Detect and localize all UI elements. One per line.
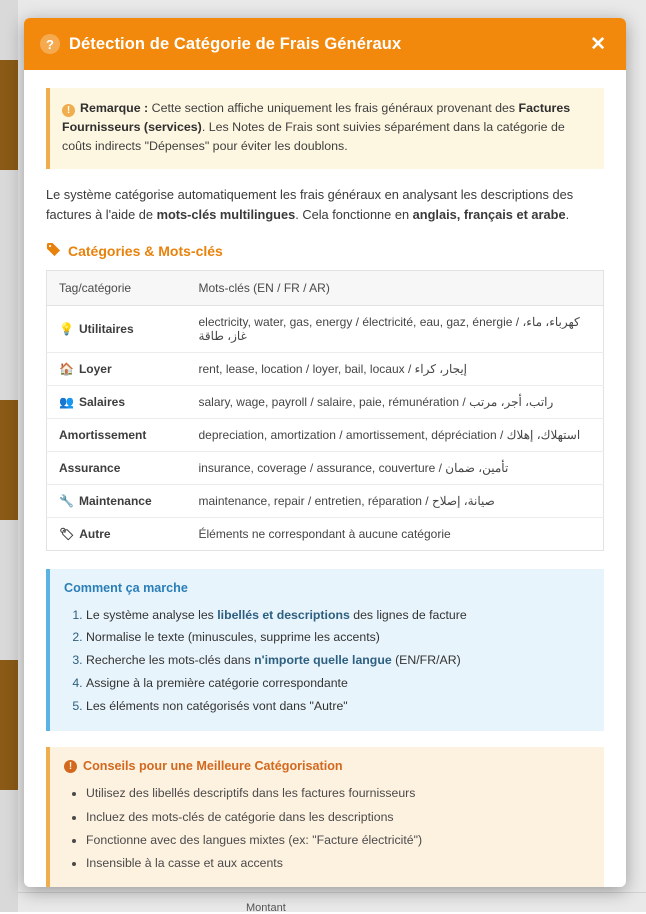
row-category bbox=[47, 484, 187, 517]
step-text-1: Les éléments non catégorisés vont dans "Autre" bbox=[86, 698, 348, 713]
step-text-1: Recherche les mots-clés dans bbox=[86, 653, 255, 668]
row-category bbox=[47, 451, 187, 484]
house-icon: 🏠 bbox=[59, 361, 74, 376]
list-item bbox=[86, 672, 590, 695]
intro-text-2: . Cela fonctionne en bbox=[295, 207, 413, 223]
row-keywords: Éléments ne correspondant à aucune catégorie bbox=[198, 526, 451, 541]
row-keywords: electricity, water, gas, energy / électricité, eau, gaz, énergie / كهرباء، ماء، غاز، طاقة bbox=[187, 305, 604, 352]
remark-text-2: . Les Notes de Frais sont suivies séparément dans la catégorie de coûts indirects "Dépenses" pour éviter les doublons. bbox=[62, 120, 565, 154]
row-keywords: maintenance, repair / entretien, réparation / صيانة، إصلاح bbox=[187, 484, 604, 517]
list-item bbox=[86, 649, 590, 672]
list-item: • Insensible à la casse et aux accents bbox=[86, 852, 590, 875]
list-item: • Incluez des mots-clés de catégorie dans les descriptions bbox=[86, 806, 590, 829]
row-category bbox=[47, 418, 187, 451]
how-it-works-steps bbox=[64, 604, 590, 718]
remark-label: Remarque : bbox=[80, 101, 149, 115]
row-category bbox=[47, 352, 187, 385]
warning-icon: ! bbox=[62, 104, 75, 117]
help-icon: ? bbox=[40, 34, 60, 54]
table-row bbox=[47, 385, 604, 418]
people-icon: 👥 bbox=[59, 394, 74, 409]
remark-bold-1: Factures Fournisseurs (services) bbox=[62, 101, 571, 135]
wrench-icon: 🔧 bbox=[59, 493, 74, 508]
categories-section-heading bbox=[46, 242, 604, 260]
background-column-label: Montant bbox=[246, 902, 286, 914]
step-text-1: Le système analyse les bbox=[86, 607, 218, 622]
tips-callout bbox=[46, 747, 604, 887]
background-band bbox=[0, 60, 18, 170]
step-bold: libellés et descriptions bbox=[217, 607, 350, 622]
row-category-label: Utilitaires bbox=[78, 321, 134, 336]
how-it-works-title: Comment ça marche bbox=[64, 580, 188, 595]
table-row bbox=[47, 305, 604, 352]
step-text-2: (EN/FR/AR) bbox=[391, 653, 461, 668]
row-keywords: salary, wage, payroll / salaire, paie, rémunération / راتب، أجر، مرتب bbox=[187, 385, 604, 418]
step-text-1: Assigne à la première catégorie correspondante bbox=[86, 675, 348, 690]
intro-bold-1: mots-clés multilingues bbox=[156, 207, 296, 223]
intro-text-3: . bbox=[565, 207, 570, 223]
how-it-works-callout bbox=[46, 569, 604, 732]
list-item bbox=[86, 604, 590, 627]
row-keywords: rent, lease, location / loyer, bail, locaux / إيجار، كراء bbox=[187, 352, 604, 385]
section-title: Catégories & Mots-clés bbox=[68, 242, 223, 259]
background-divider bbox=[18, 892, 646, 893]
close-icon[interactable]: ✕ bbox=[590, 33, 606, 55]
row-category-label: Assurance bbox=[59, 460, 121, 475]
row-category-label: Loyer bbox=[78, 361, 112, 376]
row-keywords: insurance, coverage / assurance, couverture / تأمين، ضمان bbox=[187, 451, 604, 484]
remark-text-1: Cette section affiche uniquement les frais généraux provenant des bbox=[148, 101, 519, 115]
list-item bbox=[86, 626, 590, 649]
list-item: • Utilisez des libellés descriptifs dans les factures fournisseurs bbox=[86, 782, 590, 805]
list-item bbox=[86, 695, 590, 718]
remark-callout bbox=[46, 88, 604, 169]
row-category bbox=[47, 385, 187, 418]
row-category-label: Salaires bbox=[78, 394, 125, 409]
warning-icon: ! bbox=[64, 760, 77, 773]
row-category-label: Amortissement bbox=[59, 427, 147, 442]
table-row bbox=[47, 517, 604, 550]
row-keywords: depreciation, amortization / amortissement, dépréciation / استهلاك، إهلاك bbox=[187, 418, 604, 451]
table-row bbox=[47, 484, 604, 517]
intro-text-1: Le système catégorise automatiquement les frais généraux en analysant les descriptions des factures à l'aide de bbox=[46, 186, 574, 223]
background-band bbox=[0, 400, 18, 520]
tips-title-row bbox=[64, 759, 590, 773]
row-category-label: Autre bbox=[79, 526, 111, 541]
row-category bbox=[47, 517, 187, 550]
overhead-category-detection-modal bbox=[24, 18, 626, 887]
table-row bbox=[47, 418, 604, 451]
intro-paragraph bbox=[46, 185, 604, 226]
tips-list bbox=[64, 782, 590, 875]
table-row bbox=[47, 352, 604, 385]
step-text-1: Normalise le texte (minuscules, supprime les accents) bbox=[86, 630, 380, 645]
keywords-table bbox=[46, 270, 604, 551]
step-bold: n'importe quelle langue bbox=[254, 653, 392, 668]
bulb-icon: 💡 bbox=[59, 321, 74, 336]
table-row bbox=[47, 451, 604, 484]
table-header-row bbox=[47, 270, 604, 305]
tag-icon: 🏷 bbox=[59, 526, 75, 541]
step-text-2: des lignes de facture bbox=[349, 607, 467, 622]
column-header-category: Tag/catégorie bbox=[47, 270, 187, 305]
list-item: • Fonctionne avec des langues mixtes (ex: "Facture électricité") bbox=[86, 829, 590, 852]
background-band bbox=[0, 660, 18, 790]
tag-icon bbox=[46, 242, 61, 260]
modal-header bbox=[24, 18, 626, 70]
row-category bbox=[47, 305, 187, 352]
intro-bold-2: anglais, français et arabe bbox=[412, 207, 566, 223]
column-header-keywords: Mots-clés (EN / FR / AR) bbox=[187, 270, 604, 305]
modal-title: Détection de Catégorie de Frais Généraux bbox=[69, 34, 402, 53]
row-category-label: Maintenance bbox=[78, 493, 152, 508]
modal-body bbox=[24, 70, 626, 887]
tips-title: Conseils pour une Meilleure Catégorisation bbox=[83, 759, 343, 774]
